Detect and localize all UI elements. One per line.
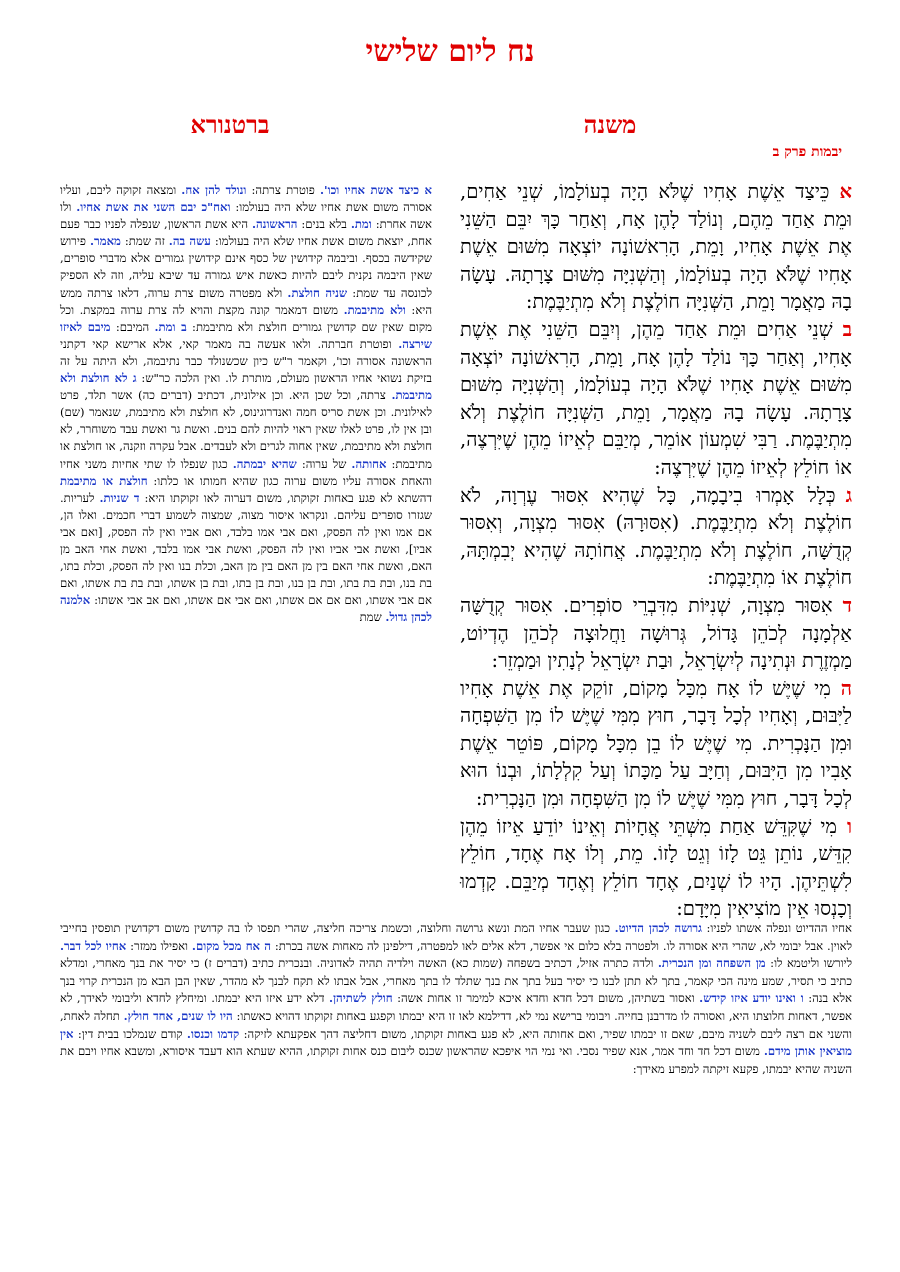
mishna-paragraph (460, 482, 852, 592)
dibur-hamatchil: ב ומת. (154, 319, 187, 334)
dibur-hamatchil: ואח"כ יבם השני את אשת אחיו. (76, 200, 231, 215)
dibur-hamatchil: אחותה. (351, 456, 387, 471)
commentary-text: ולא מפטרה משום צרת ערוה, דלאו צרתה ממש היא: (60, 285, 432, 317)
mishna-number: ה (840, 676, 852, 700)
mishna-number: ג (845, 483, 852, 507)
commentary-text: כגון שנפלו לו שתי אחיות משני אחיו והאחת אסורה עליו משום ערוה כגון שהיא חמותו או כלתו: (60, 456, 432, 488)
commentary-text: לעריות. שגזרו סופרים עליהם. ונקראו איסור מצוה, שמצוה לשמוע דברי חכמים. ואלו הן, אם אמו ואין לה הפסק, ואם אבי אמו בלבד, ואם אביו ואין לה הפסק, [ואם אבי אביו], ואשת אבי אביו ואין לה הפסק, ואשת אבי אמו בלבד, ואשת אחי האב מן האם, ואשת אחי האם בין מן האם בין מן האב, וכלת בנו ואין לה הפסק, וכלת בתו, בת בנו, ובת בת בתו, ובת בן בנו, ובת בן בתו, ובת בן אשתו, ובת בת בת אשתו, ואם אם אבי אשתו, ואם אם אם אשתו, ואם אבי אם אשתו, ואם אב אבי אשתו: (60, 490, 432, 608)
commentary-text: פוטרת צרתה: (246, 183, 321, 197)
mishna-column (460, 178, 852, 923)
commentary-text: ולדה כתרה אזיל, דכתיב בשפחה (שמות כא) האשה וילדיה תהיה לאדוניה. ובנכרית כתיב (דברים ז) כי יסיר את בנך מאחרי, ומדלא כתיב כי תסיר, שמע מינה הכי קאמר, בתך לא תתן לבנו כי יסיר בעל בתך את בנך שתלד לו בתך מאחרי, אבל אבתו לא תקח לבנך לא מהדר, שאין הבן הבא מן הנכרית קרוי בנך אלא בנה: (60, 956, 852, 1006)
dibur-hamatchil: ד שניות. (99, 490, 140, 505)
commentary-text: כגון שעבר אחיו המת ונשא גרושה וחלוצה, וכשמת צריכה חליצה, שהרי תפסו לו בה קדושין משום דקדושין תופסין בחייבי לאוין. אבל יבומי לא, שהרי היא אסורה לו. ולפטרה בלא כלום אי אפשר, דלא אלים לאו למפטרה, דילפינן לה מאחות אשה בכרת: (60, 921, 852, 953)
page-title: נח ליום שלישי (365, 34, 535, 69)
commentary-text: בלא בנים: (297, 217, 351, 232)
commentary-text: ולו אשה אחרת: (60, 200, 433, 232)
dibur-hamatchil: ולא מתיבמת. (343, 302, 406, 317)
commentary-text: ופוטרת חברתה. ולאו אעשה בה מאמר קאי, אלא ארישא קאי דקתני הראשונה אסורה וכו', וקאמר ר"ש כיון שכשנולד כבר נתיבמה, ולא היתה על זה בזיקת נשואי אחיו הראשון מעולם, מותרת לו. ואין הלכה כר"ש: (60, 336, 432, 386)
dibur-hamatchil: הראשונה. (251, 217, 298, 232)
mishna-text: כְּלָל אָמְרוּ בִיבָמָה, כָּל שֶׁהִיא אִסּוּר עֶרְוָה, לֹא חוֹלֶצֶת וְלֹא מִתְיַבֶּמֶת. (אִסּוּרָהּ) אִסּוּר מִצְוָה, וְאִסּוּר קְדֻשָּׁה, חוֹלֶצֶת וְלֹא מִתְיַבֶּמֶת. אֲחוֹתָהּ שֶׁהִיא יְבִמְתָּהּ, חוֹלֶצֶת אוֹ מִתְיַבֶּמֶת: (460, 483, 852, 590)
dibur-hamatchil: שניה חולצת. (287, 285, 348, 300)
dibur-hamatchil: היו לו שנים, אחד חולץ. (123, 1008, 233, 1023)
dibur-hamatchil: אחיו לכל דבר. (60, 938, 127, 953)
commentary-text: צרתה, וכל שכן היא. וכן אילונית, דכתיב (דברים כה) אשר תלד, פרט לאילונית. וכן אשת סריס חמה ואנדרוגינוס, לא חולצת ולא מתיבמת, שנאמר (שם) ובן אין לו, פרט לאלו שאין ראוי להיות להם בנים. ואשת גר ואשת עבד משוחרר, לא חולצת ולא מתיבמת, שאין אחוה לגרים ולא לעבדים. אבל עקרה וזקנה, או חולצת או מתיבמת: (59, 388, 432, 471)
mishna-paragraph (460, 675, 852, 813)
dibur-hamatchil: ו ואינו יודע איזו קידש. (699, 991, 804, 1006)
dibur-hamatchil: ומת. (350, 217, 372, 232)
mishna-number: ד (842, 593, 852, 617)
commentary-text: של ערוה: (296, 456, 352, 471)
mishna-text: מִי שֶׁיֶּשׁ לוֹ אָח מִכָּל מָקוֹם, זוֹקֵק אֶת אֵשֶׁת אָחִיו לַיִּבּוּם, וְאָחִיו לְכָל דָּבָר, חוּץ מִמִּי שֶׁיֶּשׁ לוֹ מִן הַשִּׁפְחָה וּמִן הַנָּכְרִית. מִי שֶׁיֶּשׁ לוֹ בֵן מִכָּל מָקוֹם, פּוֹטֵר אֵשֶׁת אָבִיו מִן הַיִּבּוּם, וְחַיָּב עַל מַכָּתוֹ וְעַל קִלְלָתוֹ, וּבְנוֹ הוּא לְכָל דָּבָר, חוּץ מִמִּי שֶׁיֶּשׁ לוֹ מִן הַשִּׁפְחָה וּמִן הַנָּכְרִית: (460, 676, 852, 811)
dibur-hamatchil: גרושה לכהן הדיוט. (614, 921, 702, 935)
commentary-text: היא אשת הראשון, שנפלה לפניו כבר פעם אחת, יוצאת משום אשת אחיו שלא היה בעולמו: (60, 217, 432, 249)
commentary-text: דהשתא לא פגע באחות זקוקתו, משום דערוה לאו זקוקתו היא: (139, 490, 432, 505)
dibur-hamatchil: קדמו וכנסו. (186, 1026, 240, 1041)
dibur-hamatchil: מאמר. (89, 234, 121, 249)
commentary-text: ליורשו וליטמא לו: (765, 956, 852, 971)
commentary-text: אחיו ההדיוט ונפלה אשתו לפניו: (701, 921, 852, 935)
bartenura-side-column (60, 182, 432, 626)
commentary-text: המיבם: (110, 319, 155, 334)
dibur-hamatchil: מיבם לאיזו שירצה. (60, 319, 432, 351)
dibur-hamatchil: שהיא יבמתה. (232, 456, 297, 471)
dibur-hamatchil: מן השפחה ומן הנכרית. (657, 956, 766, 971)
bartenura-bottom-block (60, 920, 852, 1078)
dibur-hamatchil: א כיצד אשת אחיו וכו'. (320, 183, 432, 197)
mishna-text: מִי שֶׁקִּדֵּשׁ אַחַת מִשְּׁתֵּי אֲחָיוֹת וְאֵינוֹ יוֹדֵעַ אֵיזוֹ מֵהֶן קִדֵּשׁ, נוֹתֵן גֵּט לָזוֹ וְגֵט לָזוֹ. מֵת, וְלוֹ אָח אֶחָד, חוֹלֵץ לִשְׁתֵּיהֶן. הָיוּ לוֹ שְׁנַיִם, אֶחָד חוֹלֵץ וְאֶחָד מְיַבֵּם. קָדְמוּ וְכָנְסוּ אֵין מוֹצִיאִין מִיָּדָם: (460, 814, 852, 921)
commentary-text: משום דכל חד וחד אמר, אנא שפיר נסבי. ואי נמי הוי איפכא שהראשון שכנס ליבום כנס אחות זקוקתו, ההיא שעתא הוא דעבד איסורא, ומשבא אחיו ויבם את השניה שהיא יבמתו, פקעא זיקתה למפרע מאידך: (60, 1044, 852, 1076)
dibur-hamatchil: עשה בה. (168, 234, 211, 249)
mishna-paragraph (460, 316, 852, 482)
mishna-heading: משנה (583, 110, 637, 139)
commentary-text: דלא ידע איזו היא יבמתו. ומיחלץ לחדא וליבומי לאידך, לא אפשר, דאחות חלוצתו היא, ואסורה לו מדרבנן בחייה. ויבומי ברישא נמי לא, דדילמא לאו זו היא יבמתו וקפגע באחות זקוקתו דהויא כאשתו: (60, 991, 852, 1023)
commentary-text: ומצאה זקוקה ליבם, ועליו אסורה משום אשת אחיו שלא היה בעולמו: (60, 183, 433, 215)
mishna-text: כֵּיצַד אֵשֶׁת אָחִיו שֶׁלֹּא הָיָה בְעוֹלָמוֹ, שְׁנֵי אַחִים, וּמֵת אַחַד מֵהֶם, וְנוֹלַד לָהֶן אָח, וְאַחַר כָּךְ יִבֵּם הַשֵּׁנִי אֶת אֵשֶׁת אָחִיו, וָמֵת, הָרִאשׁוֹנָה יוֹצְאָה מִשּׁוּם אֵשֶׁת אָחִיו שֶׁלֹּא הָיָה בְעוֹלָמוֹ, וְהַשְּׁנִיָּה מִשּׁוּם צָרָתָהּ. עָשָׂה בָהּ מַאֲמָר וָמֵת, הַשְּׁנִיָּה חוֹלֶצֶת וְלֹא מִתְיַבֶּמֶת: (460, 180, 852, 314)
mishna-text: אִסּוּר מִצְוָה, שְׁנִיּוֹת מִדִּבְרֵי סוֹפְרִים. אִסּוּר קְדֻשָּׁה אַלְמָנָה לְכֹהֵן גָּדוֹל, גְּרוּשָׁה וַחֲלוּצָה לְכֹהֵן הֶדְיוֹט, מַמְזֶרֶת וּנְתִינָה לְיִשְׂרָאֵל, וּבַת יִשְׂרָאֵל לְנָתִין וּמַמְזֵר: (460, 593, 852, 673)
commentary-text: שמת (359, 610, 386, 625)
commentary-text: זה שמת: (120, 234, 169, 249)
commentary-text: ואסור בשתיהן, משום דכל חדא וחדא איכא למימר זו אחות אשה: (392, 991, 700, 1006)
dibur-hamatchil: ונולד להן אח. (181, 183, 247, 197)
dibur-hamatchil: אלמנה לכהן גדול. (60, 593, 432, 625)
mishna-number: א (839, 180, 852, 203)
mishna-number: ו (847, 814, 852, 838)
mishna-paragraph (460, 813, 852, 923)
bartenura-heading: ברטנורא (190, 110, 270, 139)
mishna-number: ב (842, 317, 852, 341)
commentary-text: פירוש שקידשה בכסף. וביבמה קידושין של כסף אינם קידושין גמורים אלא מדברי סופרים, שאין היבמה נקנית ליבם להיות כאשת איש גמורה עד שיבא עליה, וזה לא הספיק לכונסה עד שמת: (60, 234, 433, 300)
dibur-hamatchil: אין מוציאין אותן מידם. (60, 1026, 852, 1059)
mishna-text: שְׁנֵי אַחִים וּמֵת אַחַד מֵהֶן, וְיִבֵּם הַשֵּׁנִי אֶת אֵשֶׁת אָחִיו, וְאַחַר כָּךְ נוֹלַד לָהֶן אָח, וָמֵת, הָרִאשׁוֹנָה יוֹצְאָה מִשּׁוּם אֵשֶׁת אָחִיו שֶׁלֹּא הָיָה בְעוֹלָמוֹ, וְהַשְּׁנִיָּה מִשּׁוּם צָרָתָהּ. עָשָׂה בָהּ מַאֲמָר, וָמֵת, הַשְּׁנִיָּה חוֹלֶצֶת וְלֹא מִתְיַבֶּמֶת. רַבִּי שִׁמְעוֹן אוֹמֵר, מְיַבֵּם לְאֵיזוֹ מֵהֶן שֶׁיִּרְצֶה, אוֹ חוֹלֵץ לְאֵיזוֹ מֵהֶן שֶׁיִּרְצֶה: (460, 317, 852, 479)
dibur-hamatchil: ה אח מכל מקום. (191, 938, 271, 953)
dibur-hamatchil: ג לא חולצת ולא מתיבמת. (60, 371, 432, 403)
mishna-paragraph (460, 592, 852, 675)
dibur-hamatchil: חולצת או מתיבמת (60, 473, 148, 488)
mishna-paragraph (460, 178, 852, 316)
commentary-text: תחלה לאחת, והשני אם רצה ליבם לשניה מיבם, שאם זו יבמתו שפיר, ואם אחותה היא, לא פגע באחות זקוקתו, משום דחליצה דהך אפקעתא לזיקה: (60, 1008, 852, 1041)
chapter-label: יבמות פרק ב (772, 144, 842, 160)
commentary-text: משום דמאמר קונה מקצת והויא לה צרת ערוה במקצת. וכל מקום שאין שם קדושין גמורים חולצת ולא מתיבמת: (60, 302, 432, 334)
commentary-text: קודם שנמלכו בבית דין: (73, 1026, 187, 1041)
commentary-text: ואפילו ממזר: (126, 938, 192, 953)
dibur-hamatchil: חולץ לשתיהן. (329, 991, 393, 1006)
